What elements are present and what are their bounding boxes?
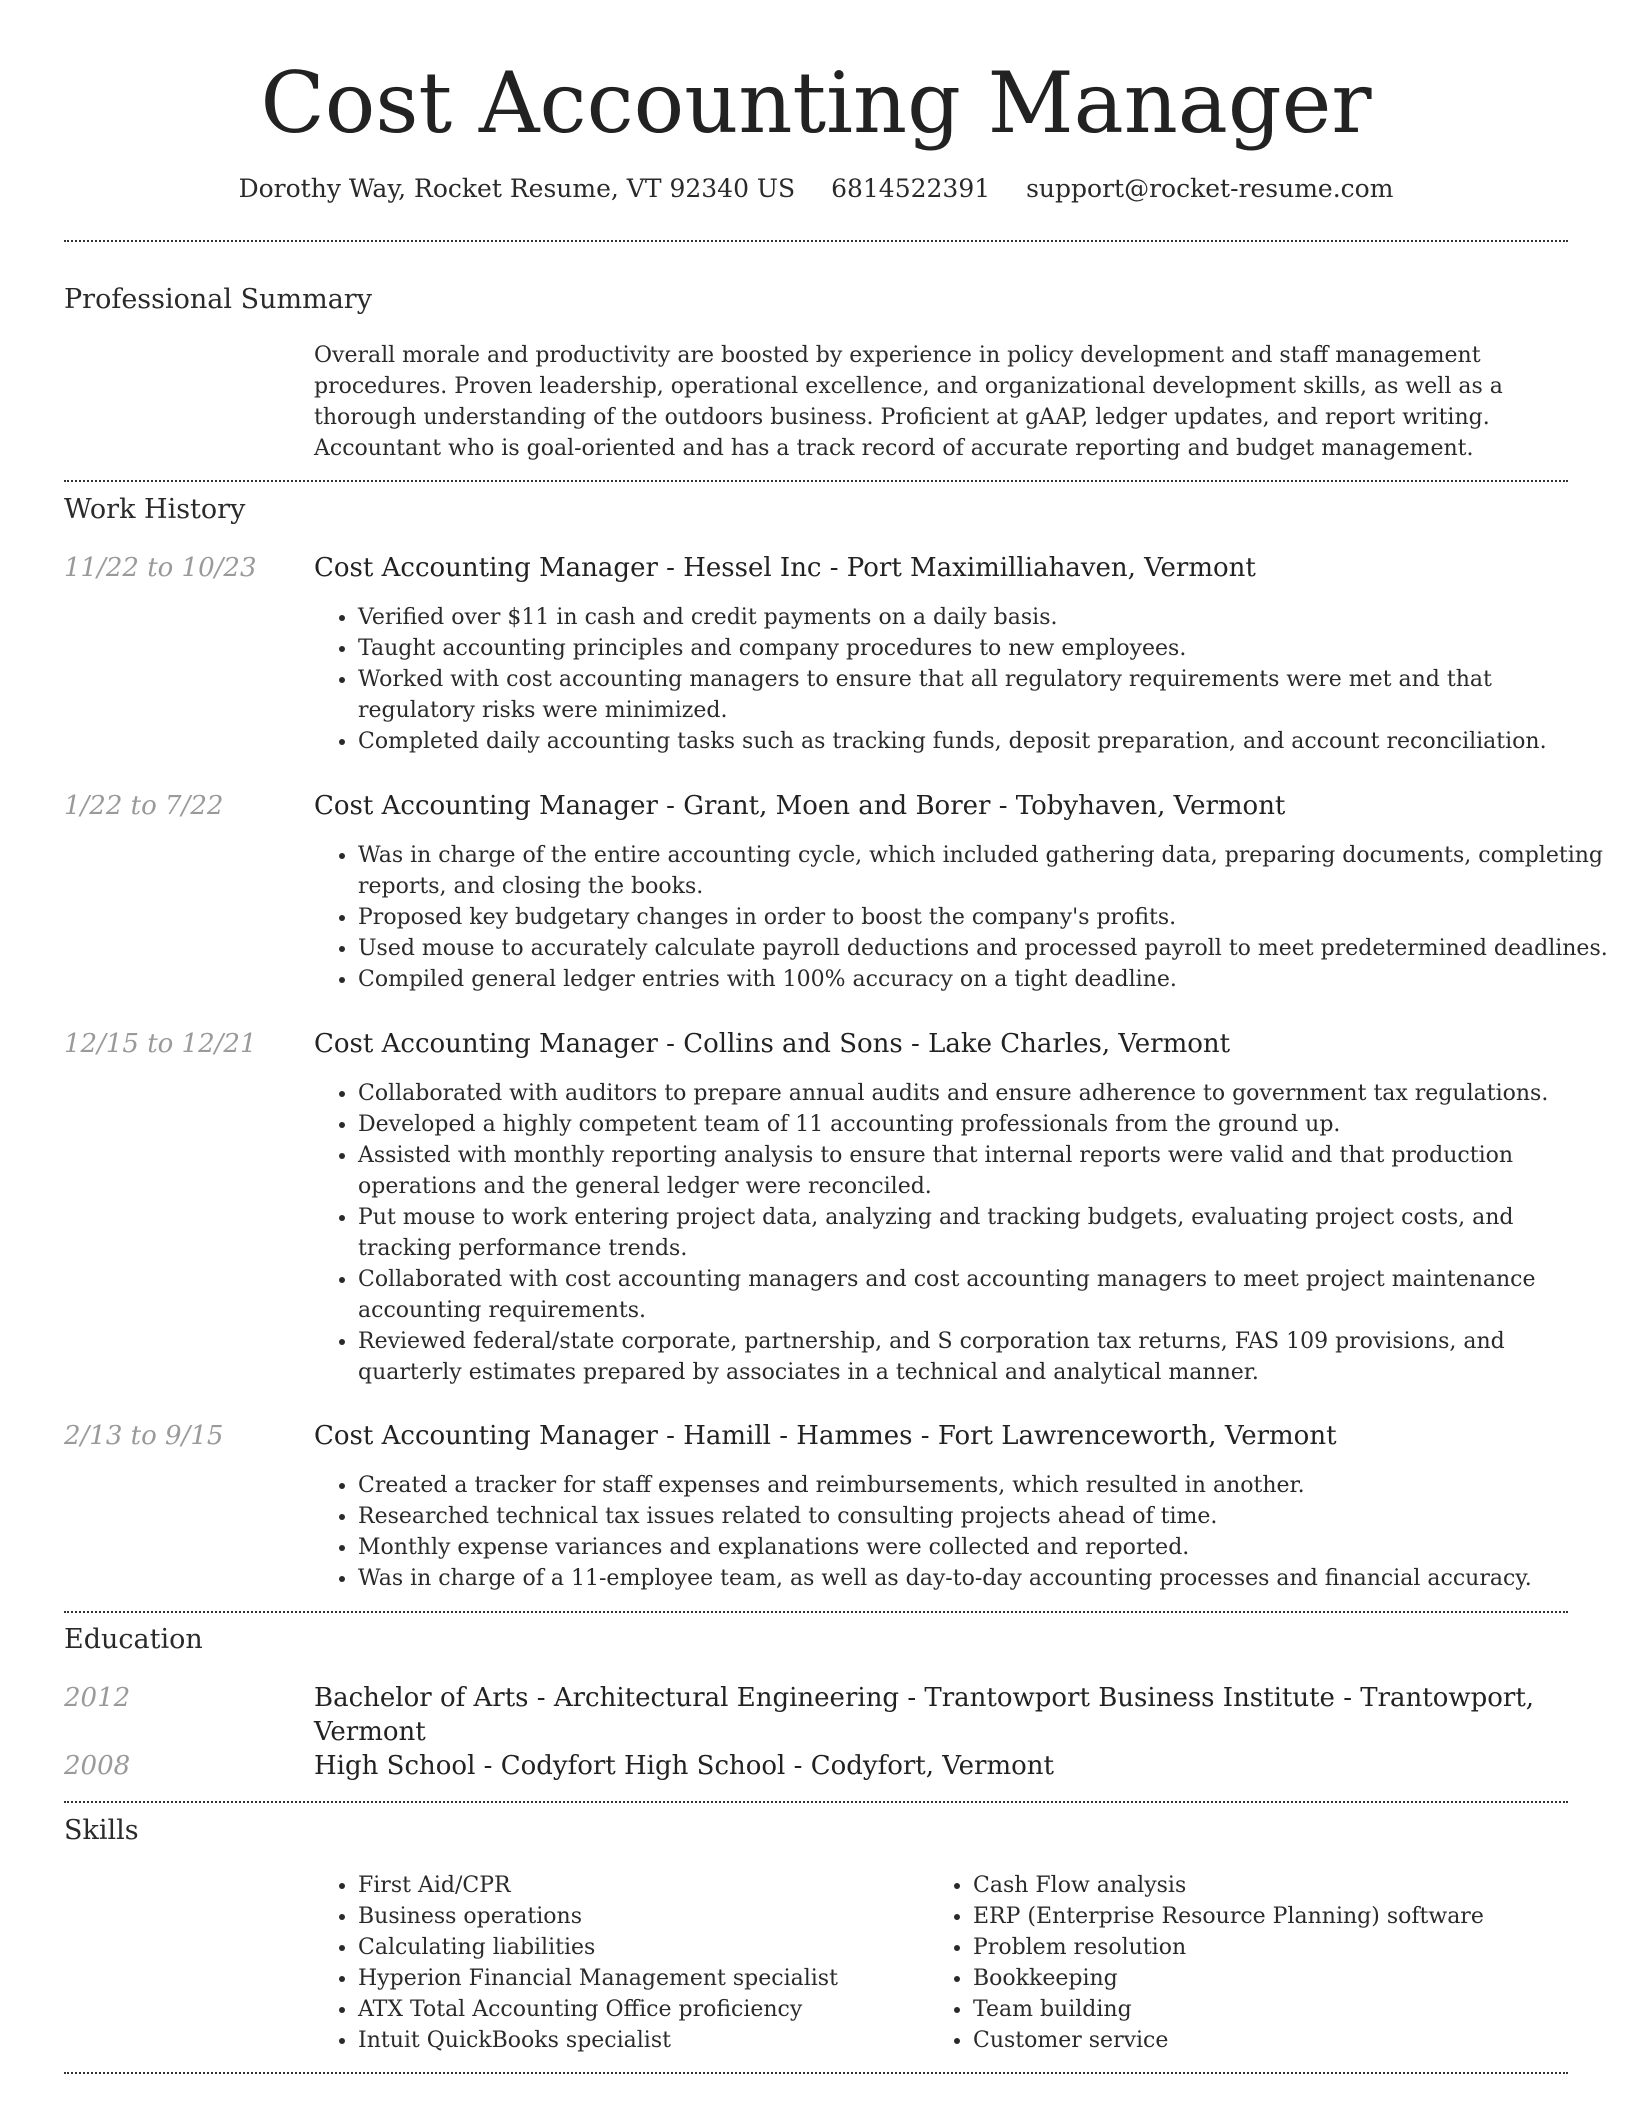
job-bullet: • Developed a highly competent team of 11 accounting professionals from the ground up. (358, 1109, 1612, 1140)
skill-item: • Problem resolution (973, 1932, 1593, 1963)
job-bullet: • Was in charge of the entire accounting cycle, which included gathering data, preparing documents, completing reports, and closing the books. (358, 840, 1612, 902)
contact-email: support@rocket-resume.com (1026, 174, 1394, 203)
contact-address: Dorothy Way, Rocket Resume, VT 92340 US (238, 174, 796, 203)
job-dates: 12/15 to 12/21 (64, 1029, 257, 1059)
divider (64, 480, 1568, 482)
summary-text: Overall morale and productivity are boosted by experience in policy development and staff management procedures. Proven leadership, operational excellence, and organizational development skills, as well as a thorough understanding of the outdoors business. Proficient at gAAP, ledger updates, and report writing. Accountant who is goal-oriented and has a track record of accurate reporting and budget management. (314, 343, 1503, 461)
job-dates: 2/13 to 9/15 (64, 1421, 224, 1451)
job-heading: Cost Accounting Manager - Grant, Moen and Borer - Tobyhaven, Vermont (314, 791, 1286, 821)
job-heading: Cost Accounting Manager - Collins and Sons - Lake Charles, Vermont (314, 1029, 1231, 1059)
skill-item: • Calculating liabilities (358, 1932, 958, 1963)
divider (64, 240, 1568, 242)
job-heading: Cost Accounting Manager - Hamill - Hammes - Fort Lawrenceworth, Vermont (314, 1421, 1337, 1451)
job-bullet: • Verified over $11 in cash and credit payments on a daily basis. (358, 602, 1612, 633)
divider (64, 2072, 1568, 2074)
education-entry: Bachelor of Arts - Architectural Engineering - Trantowport Business Institute - Trantowport, Vermont (314, 1683, 1535, 1747)
job-bullet: • Collaborated with cost accounting managers and cost accounting managers to meet project maintenance accounting requirements. (358, 1264, 1612, 1326)
divider (64, 1801, 1568, 1803)
skill-item: • ERP (Enterprise Resource Planning) software (973, 1901, 1593, 1932)
education-year: 2008 (64, 1751, 131, 1781)
resume-title: Cost Accounting Manager (260, 54, 1372, 152)
job-bullet: • Collaborated with auditors to prepare annual audits and ensure adherence to government tax regulations. (358, 1078, 1612, 1109)
job-bullet: • Worked with cost accounting managers to ensure that all regulatory requirements were met and that regulatory risks were minimized. (358, 664, 1612, 726)
job-bullet: • Reviewed federal/state corporate, partnership, and S corporation tax returns, FAS 109 provisions, and quarterly estimates prepared by associates in a technical and analytical manner. (358, 1326, 1612, 1388)
section-title-skills: Skills (64, 1815, 139, 1846)
job-bullet: • Created a tracker for staff expenses and reimbursements, which resulted in another. (358, 1470, 1612, 1501)
job-bullet: • Proposed key budgetary changes in order to boost the company's profits. (358, 902, 1612, 933)
job-dates: 11/22 to 10/23 (64, 553, 257, 583)
skill-item: • Team building (973, 1994, 1593, 2025)
contact-phone: 6814522391 (831, 174, 991, 203)
skills-list-right (929, 1870, 1593, 2056)
skill-item: • Intuit QuickBooks specialist (358, 2025, 958, 2056)
job-bullet: • Completed daily accounting tasks such as tracking funds, deposit preparation, and account reconciliation. (358, 726, 1612, 757)
job-bullets (314, 602, 1612, 757)
job-bullet: • Compiled general ledger entries with 100% accuracy on a tight deadline. (358, 964, 1612, 995)
job-bullet: • Researched technical tax issues related to consulting projects ahead of time. (358, 1501, 1612, 1532)
job-bullets (314, 1470, 1612, 1594)
job-bullet: • Used mouse to accurately calculate payroll deductions and processed payroll to meet predetermined deadlines. (358, 933, 1612, 964)
section-title-summary: Professional Summary (64, 284, 372, 315)
skill-item: • Cash Flow analysis (973, 1870, 1593, 1901)
skill-item: • Business operations (358, 1901, 958, 1932)
job-bullet: • Assisted with monthly reporting analysis to ensure that internal reports were valid and that production operations and the general ledger were reconciled. (358, 1140, 1612, 1202)
job-bullet: • Monthly expense variances and explanations were collected and reported. (358, 1532, 1612, 1563)
job-bullet: • Was in charge of a 11-employee team, as well as day-to-day accounting processes and financial accuracy. (358, 1563, 1612, 1594)
section-title-work: Work History (64, 494, 246, 525)
divider (64, 1611, 1568, 1613)
education-entry: High School - Codyfort High School - Codyfort, Vermont (314, 1751, 1054, 1781)
skill-item: • Customer service (973, 2025, 1593, 2056)
skill-item: • Bookkeeping (973, 1963, 1593, 1994)
job-dates: 1/22 to 7/22 (64, 791, 224, 821)
contact-line (0, 170, 1632, 208)
job-bullet: • Taught accounting principles and company procedures to new employees. (358, 633, 1612, 664)
skill-item: • ATX Total Accounting Office proficiency (358, 1994, 958, 2025)
skill-item: • First Aid/CPR (358, 1870, 958, 1901)
job-bullets (314, 1078, 1612, 1388)
job-heading: Cost Accounting Manager - Hessel Inc - Port Maximilliahaven, Vermont (314, 553, 1256, 583)
skills-list-left (314, 1870, 958, 2056)
education-year: 2012 (64, 1683, 131, 1713)
job-bullets (314, 840, 1612, 995)
section-title-education: Education (64, 1624, 203, 1655)
skill-item: • Hyperion Financial Management specialist (358, 1963, 958, 1994)
job-bullet: • Put mouse to work entering project data, analyzing and tracking budgets, evaluating project costs, and tracking performance trends. (358, 1202, 1612, 1264)
